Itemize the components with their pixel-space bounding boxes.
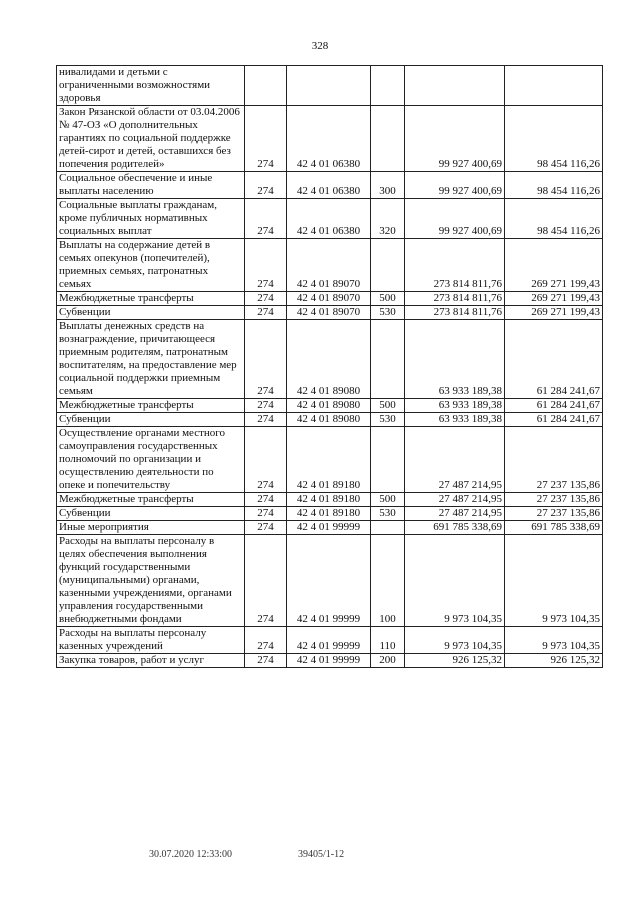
admin-code: 274 <box>245 106 287 172</box>
table-row <box>57 239 603 292</box>
row-description: Социальное обеспечение и иные выплаты населению <box>57 172 245 199</box>
target-article-code: 42 4 01 89180 <box>287 427 371 493</box>
row-description: Межбюджетные трансферты <box>57 399 245 413</box>
amount-approved: 63 933 189,38 <box>405 399 505 413</box>
target-article-code: 42 4 01 89180 <box>287 493 371 507</box>
admin-code <box>245 66 287 106</box>
target-article-code: 42 4 01 89080 <box>287 320 371 399</box>
table-row <box>57 106 603 172</box>
amount-executed: 9 973 104,35 <box>505 627 603 654</box>
table-row <box>57 172 603 199</box>
row-description: Закупка товаров, работ и услуг <box>57 654 245 668</box>
amount-approved: 691 785 338,69 <box>405 521 505 535</box>
expense-type-code <box>371 239 405 292</box>
row-description: нивалидами и детьми с ограниченными возможностями здоровья <box>57 66 245 106</box>
expense-type-code <box>371 320 405 399</box>
row-description: Субвенции <box>57 507 245 521</box>
amount-executed: 926 125,32 <box>505 654 603 668</box>
amount-approved: 27 487 214,95 <box>405 427 505 493</box>
row-description: Закон Рязанской области от 03.04.2006 № 47-ОЗ «О дополнительных гарантиях по социальной поддержке детей-сирот и детей, оставшихся без попечения родителей» <box>57 106 245 172</box>
expense-type-code: 500 <box>371 493 405 507</box>
admin-code: 274 <box>245 654 287 668</box>
expense-type-code: 530 <box>371 413 405 427</box>
expense-type-code: 200 <box>371 654 405 668</box>
amount-executed: 61 284 241,67 <box>505 399 603 413</box>
expense-type-code <box>371 427 405 493</box>
expense-type-code: 320 <box>371 199 405 239</box>
amount-approved: 99 927 400,69 <box>405 199 505 239</box>
admin-code: 274 <box>245 427 287 493</box>
target-article-code: 42 4 01 89180 <box>287 507 371 521</box>
amount-executed: 691 785 338,69 <box>505 521 603 535</box>
amount-approved <box>405 66 505 106</box>
row-description: Иные мероприятия <box>57 521 245 535</box>
admin-code: 274 <box>245 493 287 507</box>
amount-approved: 63 933 189,38 <box>405 413 505 427</box>
row-description: Выплаты на содержание детей в семьях опекунов (попечителей), приемных семьях, патронатных семьях <box>57 239 245 292</box>
expense-type-code: 100 <box>371 535 405 627</box>
expense-type-code <box>371 106 405 172</box>
amount-executed: 61 284 241,67 <box>505 320 603 399</box>
expense-type-code <box>371 66 405 106</box>
table-row <box>57 521 603 535</box>
row-description: Выплаты денежных средств на вознаграждение, причитающееся приемным родителям, патронатным воспитателям, на предоставление мер социальной поддержки приемным семьям <box>57 320 245 399</box>
target-article-code: 42 4 01 89070 <box>287 292 371 306</box>
amount-executed: 269 271 199,43 <box>505 306 603 320</box>
amount-approved: 99 927 400,69 <box>405 172 505 199</box>
table-row <box>57 320 603 399</box>
admin-code: 274 <box>245 627 287 654</box>
row-description: Социальные выплаты гражданам, кроме публичных нормативных социальных выплат <box>57 199 245 239</box>
target-article-code: 42 4 01 89080 <box>287 413 371 427</box>
table-row <box>57 292 603 306</box>
row-description: Расходы на выплаты персоналу в целях обеспечения выполнения функций государственными (муниципальными) органами, казенными учреждениями, органами управления государственными внебюджетными фондами <box>57 535 245 627</box>
admin-code: 274 <box>245 306 287 320</box>
footer-document-number: 39405/1-12 <box>298 849 345 860</box>
amount-executed: 9 973 104,35 <box>505 535 603 627</box>
amount-approved: 99 927 400,69 <box>405 106 505 172</box>
admin-code: 274 <box>245 521 287 535</box>
row-description: Расходы на выплаты персоналу казенных учреждений <box>57 627 245 654</box>
footer-timestamp: 30.07.2020 12:33:00 <box>149 849 233 860</box>
table-row <box>57 535 603 627</box>
admin-code: 274 <box>245 535 287 627</box>
amount-approved: 273 814 811,76 <box>405 292 505 306</box>
budget-table <box>56 65 603 668</box>
admin-code: 274 <box>245 199 287 239</box>
table-row <box>57 654 603 668</box>
expense-type-code <box>371 521 405 535</box>
page-number: 328 <box>311 40 329 52</box>
expense-type-code: 530 <box>371 306 405 320</box>
admin-code: 274 <box>245 320 287 399</box>
table-row <box>57 427 603 493</box>
admin-code: 274 <box>245 507 287 521</box>
amount-approved: 9 973 104,35 <box>405 627 505 654</box>
expense-type-code: 500 <box>371 399 405 413</box>
table-row <box>57 66 603 106</box>
amount-approved: 9 973 104,35 <box>405 535 505 627</box>
row-description: Субвенции <box>57 413 245 427</box>
expense-type-code: 500 <box>371 292 405 306</box>
amount-executed: 27 237 135,86 <box>505 507 603 521</box>
amount-approved: 926 125,32 <box>405 654 505 668</box>
admin-code: 274 <box>245 172 287 199</box>
row-description: Осуществление органами местного самоуправления государственных полномочий по организации и осуществлению деятельности по опеке и попечительству <box>57 427 245 493</box>
row-description: Межбюджетные трансферты <box>57 493 245 507</box>
expense-type-code: 300 <box>371 172 405 199</box>
amount-executed: 61 284 241,67 <box>505 413 603 427</box>
table-row <box>57 627 603 654</box>
amount-approved: 27 487 214,95 <box>405 507 505 521</box>
table-row <box>57 399 603 413</box>
target-article-code: 42 4 01 99999 <box>287 535 371 627</box>
amount-executed: 269 271 199,43 <box>505 292 603 306</box>
amount-approved: 27 487 214,95 <box>405 493 505 507</box>
target-article-code: 42 4 01 99999 <box>287 627 371 654</box>
table-row <box>57 507 603 521</box>
target-article-code: 42 4 01 06380 <box>287 172 371 199</box>
expense-type-code: 530 <box>371 507 405 521</box>
amount-approved: 273 814 811,76 <box>405 239 505 292</box>
amount-executed: 269 271 199,43 <box>505 239 603 292</box>
budget-table-body <box>57 66 603 668</box>
amount-executed: 27 237 135,86 <box>505 493 603 507</box>
target-article-code: 42 4 01 89070 <box>287 239 371 292</box>
amount-executed: 98 454 116,26 <box>505 106 603 172</box>
table-row <box>57 306 603 320</box>
admin-code: 274 <box>245 292 287 306</box>
amount-approved: 63 933 189,38 <box>405 320 505 399</box>
amount-approved: 273 814 811,76 <box>405 306 505 320</box>
target-article-code <box>287 66 371 106</box>
amount-executed <box>505 66 603 106</box>
amount-executed: 27 237 135,86 <box>505 427 603 493</box>
table-row <box>57 493 603 507</box>
target-article-code: 42 4 01 99999 <box>287 521 371 535</box>
target-article-code: 42 4 01 99999 <box>287 654 371 668</box>
table-row <box>57 199 603 239</box>
target-article-code: 42 4 01 89070 <box>287 306 371 320</box>
target-article-code: 42 4 01 06380 <box>287 106 371 172</box>
admin-code: 274 <box>245 399 287 413</box>
admin-code: 274 <box>245 413 287 427</box>
table-row <box>57 413 603 427</box>
row-description: Межбюджетные трансферты <box>57 292 245 306</box>
admin-code: 274 <box>245 239 287 292</box>
row-description: Субвенции <box>57 306 245 320</box>
amount-executed: 98 454 116,26 <box>505 172 603 199</box>
expense-type-code: 110 <box>371 627 405 654</box>
target-article-code: 42 4 01 89080 <box>287 399 371 413</box>
target-article-code: 42 4 01 06380 <box>287 199 371 239</box>
amount-executed: 98 454 116,26 <box>505 199 603 239</box>
